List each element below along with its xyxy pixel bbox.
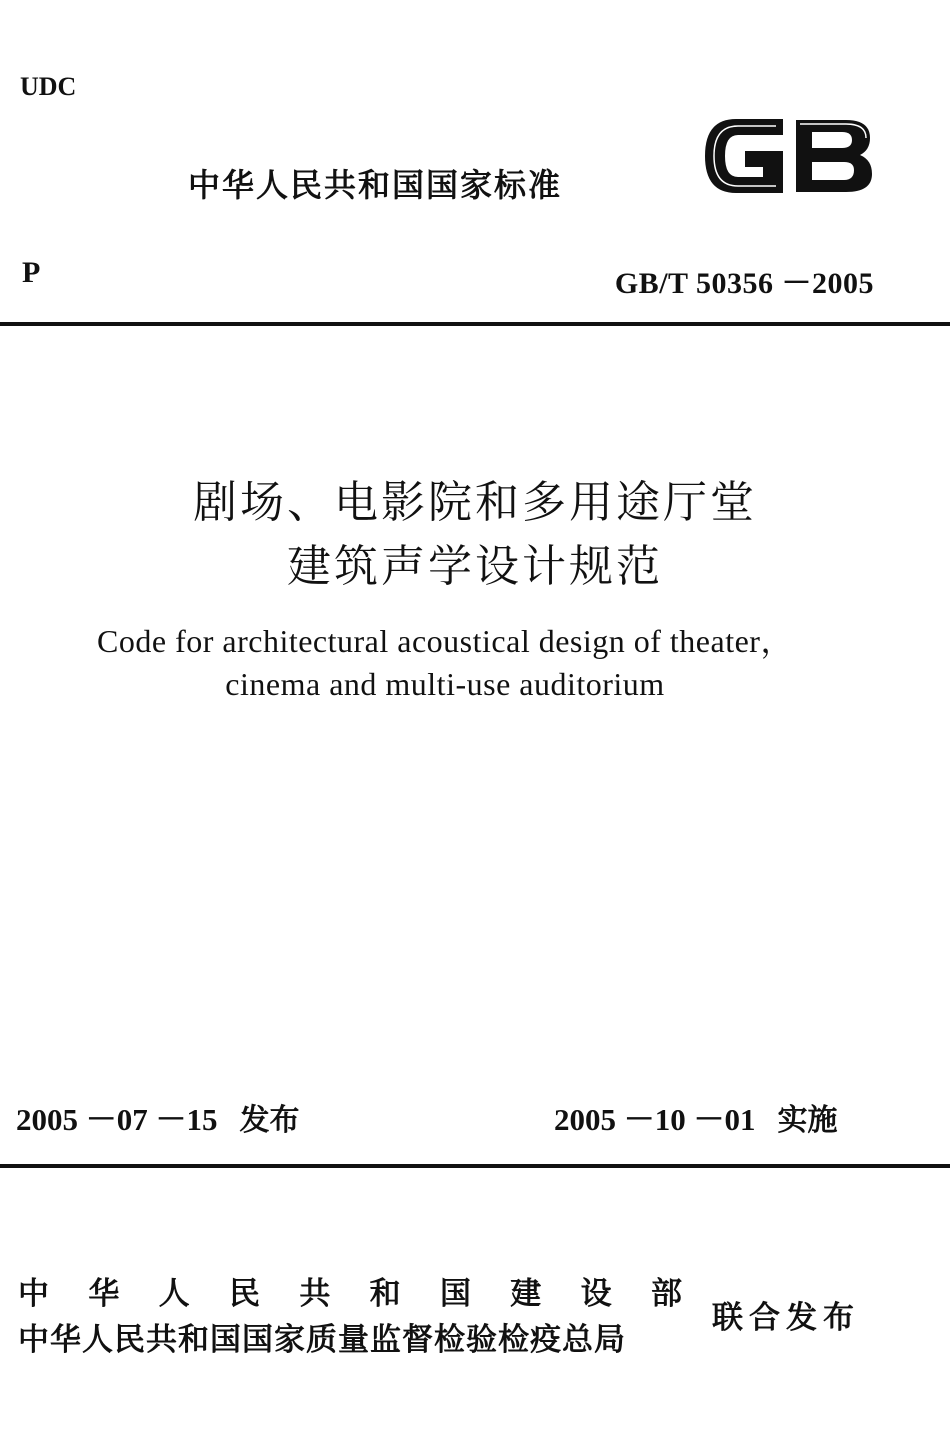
- national-standard-heading: 中华人民共和国国家标准: [188, 166, 563, 204]
- bottom-divider: [0, 1164, 950, 1168]
- issuer-quality-inspection: 中华人民共和国国家质量监督检验检疫总局: [18, 1322, 626, 1358]
- title-chinese-line-1: 剧场、电影院和多用途厅堂: [193, 477, 757, 528]
- gb-logo-graphic: [700, 110, 876, 202]
- issuer-char: 设: [580, 1276, 612, 1312]
- title-chinese-line-2: 建筑声学设计规范: [287, 541, 663, 592]
- joint-issue-label: 联合发布: [712, 1300, 860, 1336]
- issuer-char: 部: [650, 1276, 682, 1312]
- implement-label: 实施: [777, 1103, 838, 1138]
- issuer-char: 人: [158, 1276, 190, 1312]
- issue-date: 2005 －07 －15: [16, 1102, 218, 1137]
- issuer-ministry-construction: [18, 1268, 682, 1313]
- issuer-char: 民: [228, 1276, 260, 1312]
- standard-number: GB/T 50356 －2005: [614, 267, 874, 300]
- issuer-char: 共: [299, 1276, 331, 1312]
- issuer-char: 和: [369, 1276, 401, 1312]
- issue-label: 发布: [239, 1103, 300, 1138]
- issuer-char: 国: [439, 1276, 471, 1312]
- classification-code: P: [22, 256, 41, 289]
- title-english-line-1: Code for architectural acoustical design of theater，: [97, 623, 793, 659]
- udc-label: UDC: [20, 72, 77, 101]
- gb-logo: [700, 110, 876, 202]
- top-divider: [0, 322, 950, 326]
- title-english-line-2: cinema and multi-use auditorium: [225, 666, 665, 702]
- implement-date-row: [554, 1094, 838, 1139]
- implement-date: 2005 －10 －01: [554, 1102, 756, 1137]
- issuer-char: 中: [18, 1276, 49, 1312]
- issue-date-row: [16, 1094, 300, 1139]
- issuer-char: 华: [88, 1276, 120, 1312]
- issuer-char: 建: [510, 1276, 542, 1312]
